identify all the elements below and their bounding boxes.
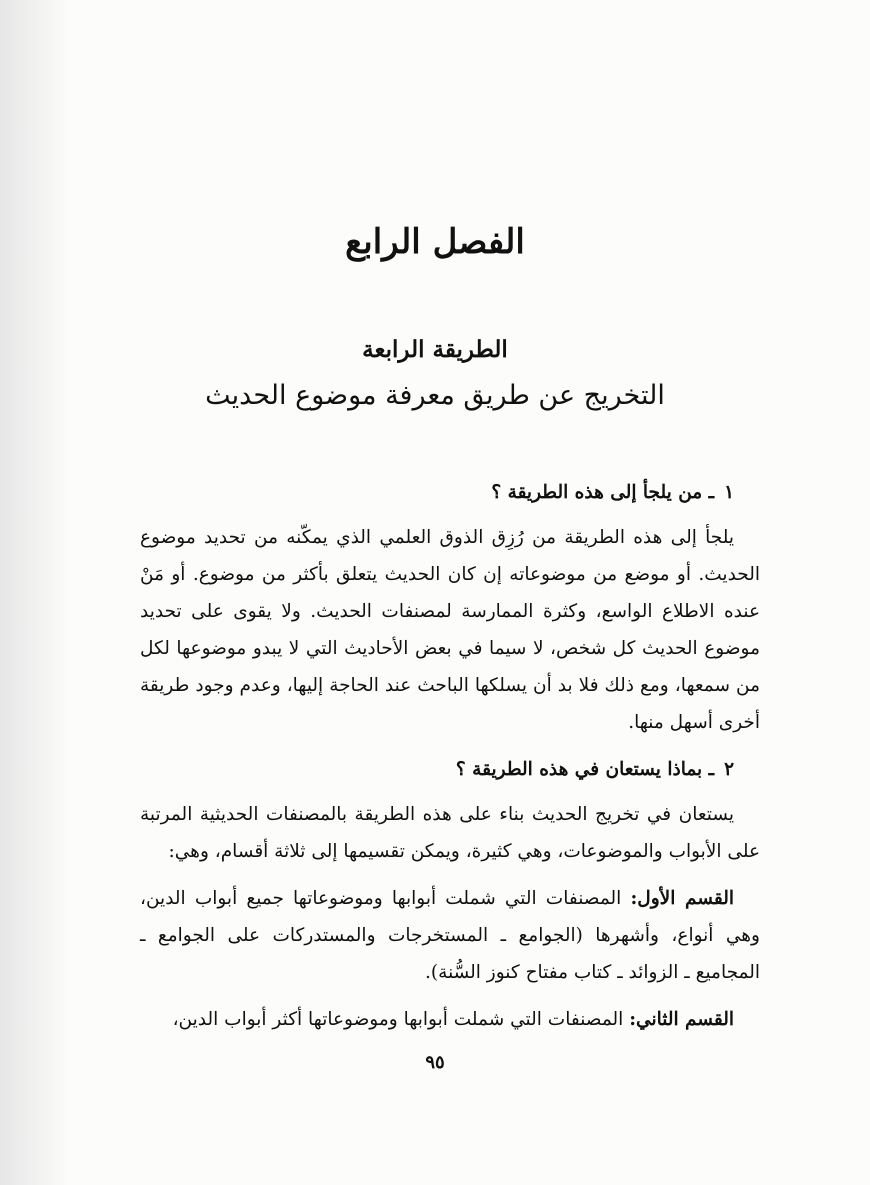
section-heading	[140, 751, 734, 788]
method-title: الطريقة الرابعة	[362, 336, 508, 363]
section-number: ١	[724, 482, 734, 503]
division-paragraph	[140, 1001, 760, 1038]
division-term: القسم الأول:	[630, 888, 734, 909]
section-heading-text: ـ بماذا يستعان في هذه الطريقة ؟	[455, 759, 715, 780]
scan-edge-shadow	[0, 0, 70, 1185]
division-text: المصنفات التي شملت أبوابها وموضوعاتها أكثر أبواب الدين،	[172, 1009, 624, 1030]
section-number: ٢	[724, 759, 734, 780]
method-subtitle: التخريج عن طريق معرفة موضوع الحديث	[205, 380, 665, 411]
chapter-title: الفصل الرابع	[345, 222, 525, 262]
section-paragraph: يلجأ إلى هذه الطريقة من رُزِق الذوق العلمي الذي يمكّنه من تحديد موضوع الحديث. أو موضع من موضوعاته إن كان الحديث يتعلق بأكثر من موضوع. أو مَنْ عنده الاطلاع الواسع، وكثرة الممارسة لمصنفات الحديث. ولا يقوى على تحديد موضوع الحديث كل شخص، لا سيما في بعض الأحاديث التي لا يبدو موضوعها لكل من سمعها، ومع ذلك فلا بد أن يسلكها الباحث عند الحاجة إليها، وعدم وجود طريقة أخرى أسهل منها.	[140, 527, 760, 733]
page-number: ٩٥	[425, 1052, 445, 1073]
division-term: القسم الثاني:	[629, 1009, 734, 1030]
page-body	[140, 474, 760, 1038]
division-paragraph	[140, 880, 760, 991]
section-heading-text: ـ من يلجأ إلى هذه الطريقة ؟	[491, 482, 715, 503]
section-paragraph: يستعان في تخريج الحديث بناء على هذه الطريقة بالمصنفات الحديثية المرتبة على الأبواب والموضوعات، وهي كثيرة، ويمكن تقسيمها إلى ثلاثة أقسام، وهي:	[140, 804, 760, 862]
section-heading	[140, 474, 734, 511]
division-text: المصنفات التي شملت أبوابها وموضوعاتها جميع أبواب الدين، وهي أنواع، وأشهرها (الجوامع ـ المستخرجات والمستدركات على الجوامع ـ المجاميع ـ الزوائد ـ كتاب مفتاح كنوز السُّنة).	[140, 888, 760, 983]
